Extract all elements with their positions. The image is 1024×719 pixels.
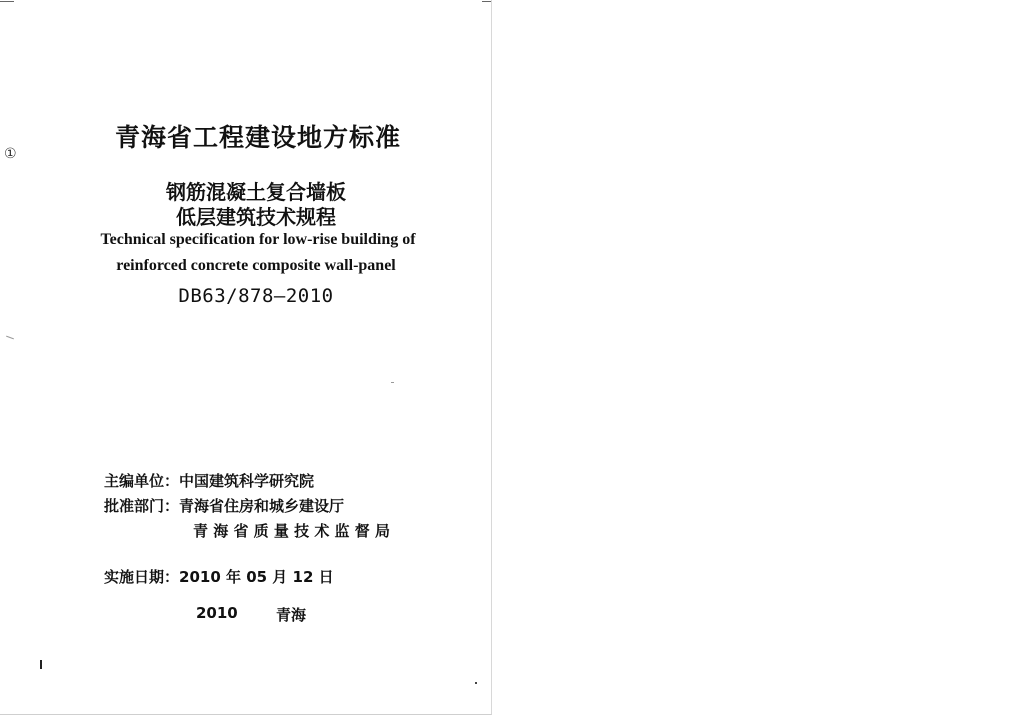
scan-speck [482, 1, 492, 2]
approval-row-2 [193, 520, 390, 541]
editor-value: 中国建筑科学研究院 [179, 472, 315, 490]
chinese-title-line-1: 钢筋混凝土复合墙板 [166, 180, 346, 204]
implementation-row [104, 566, 334, 587]
blank-area [493, 0, 1024, 719]
publish-place-row [276, 604, 306, 625]
chinese-title-line-2: 低层建筑技术规程 [176, 205, 336, 229]
approval-value-2: 青 海 省 质 量 技 术 监 督 局 [193, 522, 391, 540]
approval-value-1: 青海省住房和城乡建设厅 [179, 497, 345, 515]
editor-label: 主编单位： [104, 472, 180, 490]
scan-speck [6, 336, 14, 340]
english-title-line-1: Technical specification for low-rise building of [100, 231, 416, 248]
english-title-line-2: reinforced concrete composite wall-panel [116, 257, 396, 274]
publish-row [196, 604, 238, 622]
approval-row [104, 495, 344, 516]
approval-label: 批准部门： [104, 497, 180, 515]
scan-speck [475, 682, 477, 684]
main-title: 青海省工程建设地方标准 [114, 123, 401, 152]
scan-speck [40, 660, 42, 669]
editor-row [104, 470, 314, 491]
document-page [0, 0, 492, 715]
scan-speck [0, 1, 14, 2]
standard-code: DB63/878—2010 [178, 285, 334, 307]
scan-speck [391, 382, 394, 383]
implementation-label: 实施日期： [104, 568, 180, 586]
publish-place: 青海 [276, 606, 307, 624]
publish-year: 2010 [196, 604, 238, 622]
implementation-date: 2010 年 05 月 12 日 [179, 568, 334, 586]
circled-one-mark: ① [4, 146, 17, 162]
